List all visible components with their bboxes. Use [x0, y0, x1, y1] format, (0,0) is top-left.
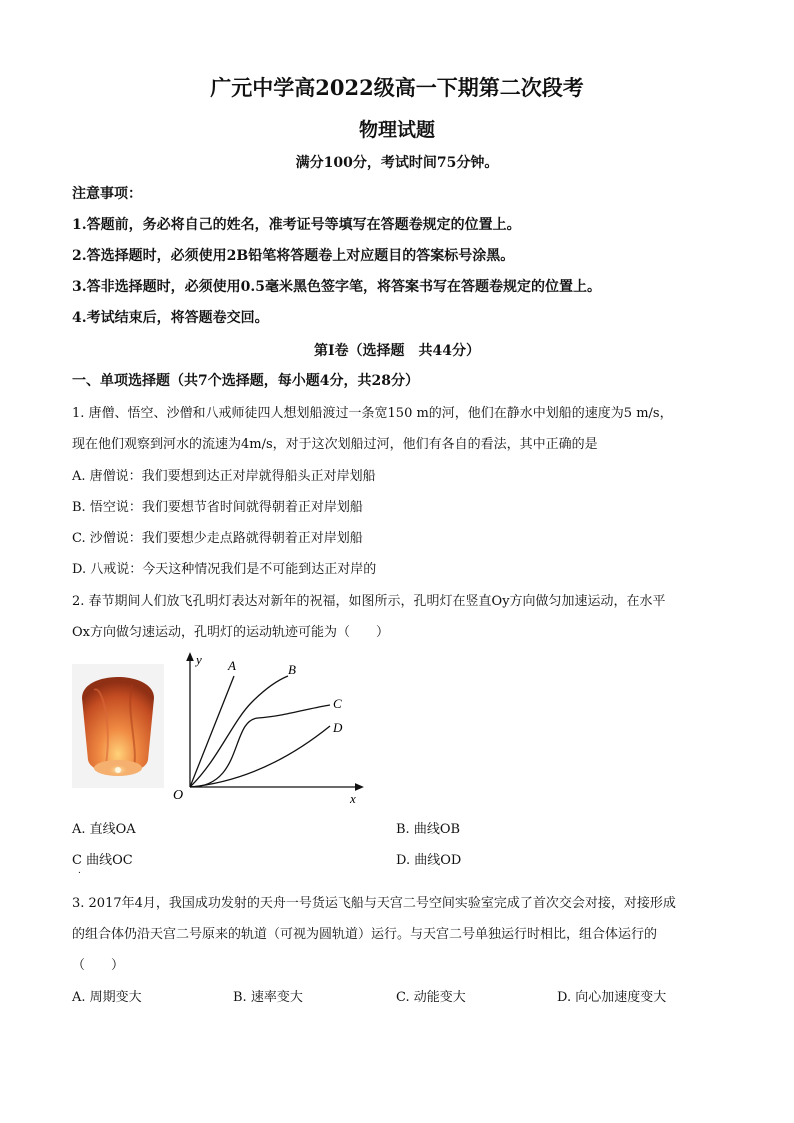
label-y: y: [196, 652, 202, 667]
sky-lantern-image: [72, 664, 164, 788]
q1-option-c: C. 沙僧说：我们要想少走点路就得朝着正对岸划船: [72, 531, 363, 546]
label-b: B: [288, 662, 296, 677]
q3-option-c: C. 动能变大: [396, 990, 466, 1005]
q3-option-d: D. 向心加速度变大: [557, 990, 667, 1005]
q1-option-a: A. 唐僧说：我们要想到达正对岸就得船头正对岸划船: [72, 469, 376, 484]
q2-stem-line1: 2. 春节期间人们放飞孔明灯表达对新年的祝福，如图所示，孔明灯在竖直Oy方向做匀加速运动，在水平: [72, 594, 666, 609]
q2-option-d: D. 曲线OD: [396, 853, 462, 868]
note-item-3: 3.答非选择题时，必须使用0.5毫米黑色签字笔，将答案书写在答题卷规定的位置上。: [72, 279, 601, 295]
q2-option-a: A. 直线OA: [72, 822, 136, 837]
q3-stem-line1: 3. 2017年4月，我国成功发射的天舟一号货运飞船与天宫二号空间实验室完成了首次交会对接，对接形成: [72, 896, 676, 911]
exam-subject: 物理试题: [358, 119, 435, 141]
label-origin: O: [173, 788, 184, 803]
q3-option-a: A. 周期变大: [72, 990, 142, 1005]
notes-heading: 注意事项：: [72, 186, 142, 202]
q1-stem-line1: 1. 唐僧、悟空、沙僧和八戒师徒四人想划船渡过一条宽150 m的河，他们在静水中划船的速度为5 m/s，: [72, 406, 673, 421]
trajectory-b: [190, 676, 288, 787]
q3-stem-line3: （ ）: [72, 958, 125, 973]
note-item-1: 1.答题前，务必将自己的姓名，准考证号等填写在答题卷规定的位置上。: [72, 217, 521, 233]
stray-dot: .: [78, 866, 81, 876]
note-item-2: 2.答选择题时，必须使用2B铅笔将答题卷上对应题目的答案标号涂黑。: [72, 248, 515, 264]
trajectory-graph: [170, 650, 370, 810]
label-d: D: [333, 720, 343, 735]
trajectory-c: [190, 705, 330, 787]
trajectory-a: [190, 676, 234, 787]
q3-option-b: B. 速率变大: [233, 990, 303, 1005]
q2-stem-line2: Ox方向做匀速运动，孔明灯的运动轨迹可能为（ ）: [72, 625, 389, 640]
q1-option-b: B. 悟空说：我们要想节省时间就得朝着正对岸划船: [72, 500, 363, 515]
q3-stem-line2: 的组合体仍沿天宫二号原来的轨道（可视为圆轨道）运行。与天宫二号单独运行时相比，组合体运行的: [72, 927, 658, 942]
label-a: A: [228, 658, 236, 673]
exam-meta: 满分100分，考试时间75分钟。: [295, 155, 499, 171]
note-item-4: 4.考试结束后，将答题卷交回。: [72, 310, 269, 326]
q1-option-d: D. 八戒说：今天这种情况我们是不可能到达正对岸的: [72, 562, 377, 577]
q2-option-b: B. 曲线OB: [396, 822, 461, 837]
section-heading: 一、单项选择题（共7个选择题，每小题4分，共28分）: [72, 373, 419, 389]
exam-title: 广元中学高2022级高一下期第二次段考: [210, 75, 584, 100]
label-c: C: [333, 696, 342, 711]
q1-stem-line2: 现在他们观察到河水的流速为4m/s，对于这次划船过河，他们有各自的看法，其中正确的是: [72, 437, 598, 452]
part1-title: 第Ⅰ卷（选择题 共44分）: [313, 343, 481, 359]
label-x: x: [350, 791, 356, 806]
q2-option-c: C 曲线OC: [72, 853, 133, 868]
